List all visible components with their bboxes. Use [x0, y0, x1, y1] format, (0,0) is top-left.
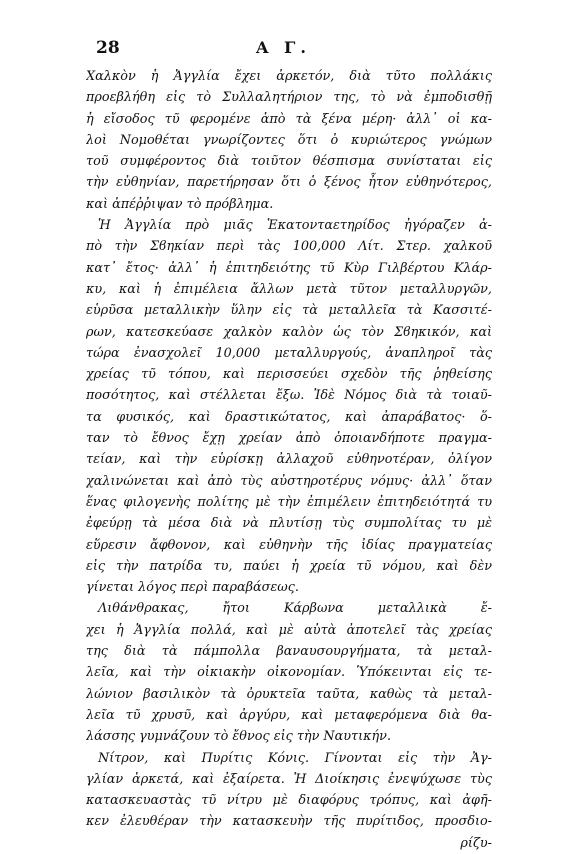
text-line: τὴν εὐθηνίαν, παρετήρησαν ὅτι ὁ ξένος ἦτον εὐθηνότερος,: [86, 175, 492, 191]
text-line: ἐφεύρῃ τὰ μέσα διὰ νὰ πλυτίσῃ τὺς συμπολίτας τυ μὲ: [86, 516, 492, 532]
text-line: ρων, κατεσκεύασε χαλκὸν καλὸν ὡς τὸν Σϐηκικόν, καὶ: [86, 324, 492, 340]
text-line: ἕνας φιλογενὴς πολίτης μὲ τὴν ἐπιμέλειν ἐπιτηδειότητά τυ: [86, 494, 492, 510]
text-line: γίνεται λόγος περὶ παραβάσεως.: [86, 580, 299, 596]
text-line: Ἡ Ἀγγλία πρὸ μιᾶς Ἑκατονταετηρίδος ἠγόραζεν ἀ-: [98, 218, 492, 234]
text-line: κεν ἐλευθέραν τὴν κατασκευὴν τῆς πυρίτιδος, προσδιο-: [86, 814, 492, 830]
page-header: [0, 38, 567, 60]
text-line: ἡ εἴσοδος τῦ φερομένε ἀπὸ τὰ ξένα μέρη· ἀλλ᾽ οἱ κα-: [86, 111, 492, 127]
text-line: τα φυσικός, καὶ δραστικώτατος, καὶ ἀπαράβατος· ὅ-: [86, 409, 492, 425]
text-line: τοῦ συμφέροντος διὰ τοιῦτον θέσπισμα συνίσταται εἰς: [86, 154, 492, 170]
text-line: Λιθάνθρακας, ἤτοι Κάρβωνα μεταλλικὰ ἔ-: [98, 601, 492, 617]
text-line: τείαν, καὶ τὴν εὑρίσκῃ ἀλλαχοῦ εὐθηνοτέραν, ὀλίγον: [86, 452, 492, 468]
text-line: χρείας τῦ τόπου, καὶ περισσεύει σχεδὸν τῆς ῥηθείσης: [86, 367, 492, 383]
text-line: χαλινώνεται καὶ ἀπὸ τὺς αὐστηροτέρυς νόμυς· ἀλλ᾽ ὅταν: [86, 473, 492, 489]
text-line: εὑρῦσα μεταλλικὴν ὕλην εἰς τὰ μεταλλεῖα τὰ Κασσιτέ-: [86, 303, 492, 319]
text-line: πὸ τὴν Σϐηκίαν περὶ τὰς 100,000 Λίτ. Στερ. χαλκοῦ: [86, 239, 492, 255]
body-text: [86, 66, 492, 854]
text-line: κυ, καὶ ἡ ἐπιμέλεια ἄλλων μετὰ τῦτον μεταλλυργῶν,: [86, 281, 492, 297]
text-line: εἰς τὴν πατρίδα τυ, παύει ἡ χρεία τῦ νόμου, καὶ δὲν: [86, 558, 492, 574]
text-line: λώνιον βασιλικὸν τὰ ὀρυκτεῖα ταῦτα, καθὼς τὰ μεταλ-: [86, 686, 492, 702]
text-line: ταν τὸ ἔθνος ἔχῃ χρείαν ἀπὸ ὁποιανδήποτε πραγμα-: [86, 431, 492, 447]
text-line: τώρα ἐνασχολεῖ 10,000 μεταλλυργούς, ἀναπληροῖ τὰς: [86, 345, 492, 361]
text-line: της διὰ τὰ πάμπολλα βαναυσουργήματα, τὰ μεταλ-: [86, 644, 492, 660]
text-line: λεῖα, καὶ τὴν οἰκιακὴν οἰκονομίαν. Ὑπόκεινται εἰς τε-: [86, 665, 492, 681]
text-line: Νίτρον, καὶ Πυρίτις Κόνις. Γίνονται εἰς τὴν Ἀγ-: [98, 750, 492, 766]
text-line: γλίαν ἀρκετά, καὶ ἐξαίρετα. Ἡ Διοίκησις ἐνεψύχωσε τὺς: [86, 771, 492, 787]
text-line: Χαλκὸν ἡ Ἀγγλία ἔχει ἀρκετόν, διὰ τῦτο πολλάκις: [86, 69, 492, 84]
text-line: λοὶ Νομοθέται γνωρίζοντες ὅτι ὁ κυριώτερος γνώμων: [86, 132, 492, 148]
text-line: καὶ ἀπέῤῥιψαν τὸ πρόβλημα.: [86, 196, 274, 212]
text-line: χει ἡ Ἀγγλία πολλά, καὶ μὲ αὐτὰ ἀποτελεῖ τὰς χρείας: [86, 622, 492, 638]
text-line: λεῖα τῦ χρυσῦ, καὶ ἀργύρυ, καὶ μεταφερόμενα διὰ θα-: [86, 707, 492, 723]
text-line: ρίζυ-: [460, 835, 492, 851]
text-line: κατ᾽ ἔτος· ἀλλ᾽ ἡ ἐπιτηδειότης τῦ Κὺρ Γιλβέρτου Κλάρ-: [86, 260, 492, 276]
text-line: κατασκευαστὰς τῦ νίτρυ μὲ διαφόρυς τρόπυς, καὶ ἀφῆ-: [86, 793, 492, 809]
text-line: προεβλήθη εἰς τὸ Συλλαλητήριον της, τὸ νὰ ἐμποδισθῇ: [86, 90, 492, 106]
text-line: λάσσης γυμνάζουν τὸ ἔθνος εἰς τὴν Ναυτικήν.: [86, 729, 392, 745]
text-line: ποσότητος, καὶ στέλλεται ἔξω. Ἰδὲ Νόμος διὰ τὰ τοιαῦ-: [86, 388, 492, 404]
text-line: εὕρεσιν ἄφθονον, καὶ εὐθηνὴν τῆς ἰδίας πραγματείας: [86, 537, 492, 553]
running-head: Α Γ.: [256, 38, 311, 57]
page-number: 28: [96, 38, 120, 58]
